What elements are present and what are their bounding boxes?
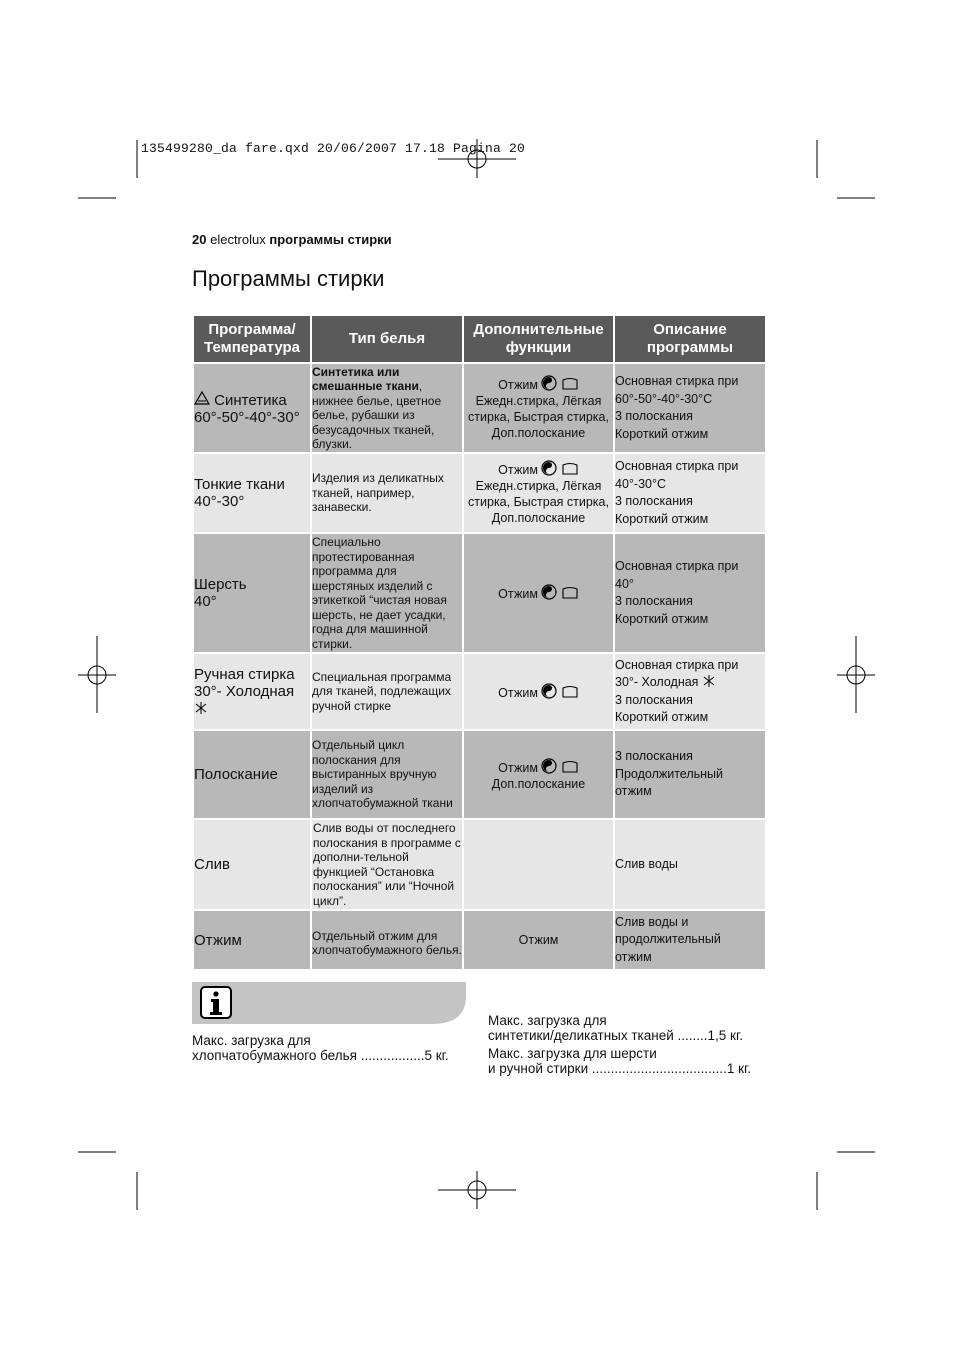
program-cell — [193, 363, 311, 453]
rinse-hold-icon — [561, 760, 579, 774]
description-line: Слив воды и — [615, 914, 689, 929]
option-spin: Отжим — [498, 760, 538, 775]
fabric-cell: Изделия из деликатных тканей, например, занавески. — [311, 453, 463, 533]
description-line: отжим — [615, 784, 652, 799]
options-cell — [463, 453, 614, 533]
description-cell — [614, 730, 766, 819]
program-name: Слив — [194, 856, 230, 873]
options-cell — [463, 363, 614, 453]
header-program: Программа/ Температура — [193, 315, 311, 363]
table-row — [193, 453, 766, 533]
info-bar — [192, 982, 466, 1024]
description-line: 40°-30°C — [615, 476, 666, 491]
brand-name: electrolux — [210, 232, 266, 247]
description-line: Короткий отжим — [615, 511, 709, 526]
table-row — [193, 533, 766, 653]
page-title: Программы стирки — [192, 266, 385, 291]
load-wool — [488, 1046, 751, 1076]
options-cell — [463, 653, 614, 730]
option-extra: Ежедн.стирка, Лёгкая стирка, Быстрая стирка, Доп.полоскание — [468, 394, 609, 440]
spin-reduction-icon — [541, 683, 557, 699]
table-row — [193, 363, 766, 453]
program-name: Ручная стирка — [194, 666, 295, 683]
description-line: Основная стирка при — [615, 559, 739, 573]
program-temperature: 40° — [194, 593, 217, 610]
fabric-cell: Отдельный цикл полоскания для выстиранных вручную изделий из хлопчатобумажной ткани — [311, 730, 463, 819]
header-description: Описание программы — [614, 315, 766, 363]
table-row — [193, 819, 766, 910]
program-name: Отжим — [194, 931, 242, 949]
rinse-hold-icon — [561, 377, 579, 391]
program-temperature: 40°-30° — [194, 493, 245, 510]
fabric-text: , нижнее белье, цветное белье, рубашки из безусадочных тканей, блузки. — [312, 379, 442, 451]
description-line: продолжительный — [615, 932, 721, 947]
program-cell — [193, 533, 311, 653]
description-line: 40° — [615, 576, 634, 591]
options-cell — [463, 819, 614, 910]
table-row — [193, 730, 766, 819]
load-cotton-line: Макс. загрузка для — [192, 1033, 311, 1048]
table-header — [193, 315, 766, 363]
spin-reduction-icon — [541, 584, 557, 600]
description-cell — [614, 363, 766, 453]
fabric-cell: Слив воды от последнего полоскания в программе с дополни-тельной функцией “Остановка полоскания” или “Ночной цикл”. — [311, 819, 463, 910]
program-name: Шерсть — [194, 576, 247, 593]
info-icon — [201, 987, 231, 1018]
spin-reduction-icon — [541, 375, 557, 391]
description-line: 3 полоскания — [615, 749, 693, 764]
description-line: Короткий отжим — [615, 710, 709, 724]
description-line: Короткий отжим — [615, 611, 709, 626]
option-spin: Отжим — [498, 463, 538, 477]
option-spin: Отжим — [498, 378, 538, 392]
program-temperature: 60°-50°-40°-30° — [194, 408, 300, 426]
cold-snowflake-icon — [702, 674, 716, 688]
fabric-cell: Специальная программа для тканей, подлежащих ручной стирке — [311, 653, 463, 730]
description-line: 30°- Холодная — [615, 675, 699, 689]
program-cell — [193, 653, 311, 730]
load-cotton — [192, 1033, 449, 1063]
description-line: 3 полоскания — [615, 692, 693, 707]
description-line: 60°-50°-40°-30°C — [615, 391, 713, 406]
page-number: 20 — [192, 232, 207, 247]
header-options: Дополнительные функции — [463, 315, 614, 363]
description-line: Слив воды — [615, 856, 678, 871]
options-cell — [463, 730, 614, 819]
description-line: 3 полоскания — [615, 494, 693, 508]
program-cell — [193, 910, 311, 970]
synthetic-triangle-icon — [194, 391, 210, 405]
program-temperature: 30°- Холодная — [194, 683, 295, 700]
description-line: 3 полоскания — [615, 409, 693, 423]
description-cell — [614, 653, 766, 730]
option-spin: Отжим — [498, 685, 538, 700]
fabric-cell: Отдельный отжим для хлопчатобумажного белья. — [311, 910, 463, 970]
cold-snowflake-icon — [194, 701, 208, 715]
option-spin: Отжим — [518, 933, 559, 947]
rinse-hold-icon — [561, 685, 579, 699]
table-row — [193, 910, 766, 970]
spin-reduction-icon — [541, 758, 557, 774]
section-name: программы стирки — [269, 232, 392, 247]
option-extra: Ежедн.стирка, Лёгкая стирка, Быстрая стирка, Доп.полоскание — [468, 479, 609, 525]
load-synthetic-value: синтетики/деликатных тканей ........1,5 кг. — [488, 1028, 743, 1043]
table-row — [193, 653, 766, 730]
description-line: Основная стирка при — [615, 459, 739, 473]
description-line: Основная стирка при — [615, 374, 739, 388]
program-cell — [193, 453, 311, 533]
description-cell — [614, 533, 766, 653]
description-line: 3 полоскания — [615, 594, 693, 608]
rinse-hold-icon — [561, 586, 579, 600]
description-cell — [614, 819, 766, 910]
option-extra: Доп.полоскание — [491, 776, 586, 791]
options-cell — [463, 533, 614, 653]
description-cell — [614, 453, 766, 533]
description-line: Основная стирка при — [615, 657, 739, 672]
options-cell — [463, 910, 614, 970]
description-line: отжим — [615, 949, 652, 964]
load-synthetic — [488, 1013, 743, 1043]
description-cell — [614, 910, 766, 970]
program-name: Полоскание — [194, 766, 278, 783]
program-name: Синтетика — [214, 391, 287, 409]
programs-table — [192, 314, 767, 971]
program-cell — [193, 730, 311, 819]
program-name: Тонкие ткани — [194, 476, 285, 493]
running-head — [192, 232, 392, 247]
description-line: Короткий отжим — [615, 426, 709, 441]
description-line: Продолжительный — [615, 766, 724, 781]
load-wool-value: и ручной стирки ....................................1 кг. — [488, 1061, 752, 1076]
program-cell — [193, 819, 311, 910]
load-cotton-value: хлопчатобумажного белья .................5 кг. — [192, 1048, 449, 1063]
spin-reduction-icon — [541, 460, 557, 476]
fabric-cell: Специально протестированная программа для шерстяных изделий с этикеткой “чистая новая шерсть, не дает усадки, годна для машинной стирки. — [311, 533, 463, 653]
load-wool-line: Макс. загрузка для шерсти — [488, 1046, 657, 1061]
option-spin: Отжим — [498, 587, 538, 601]
load-synthetic-line: Макс. загрузка для — [488, 1013, 607, 1028]
print-slug: 135499280_da fare.qxd 20/06/2007 17.18 Pagina 20 — [141, 141, 526, 156]
fabric-cell — [311, 363, 463, 453]
header-fabric: Тип белья — [311, 315, 463, 363]
rinse-hold-icon — [561, 462, 579, 476]
fabric-bold: Синтетика или смешанные ткани — [312, 364, 419, 393]
